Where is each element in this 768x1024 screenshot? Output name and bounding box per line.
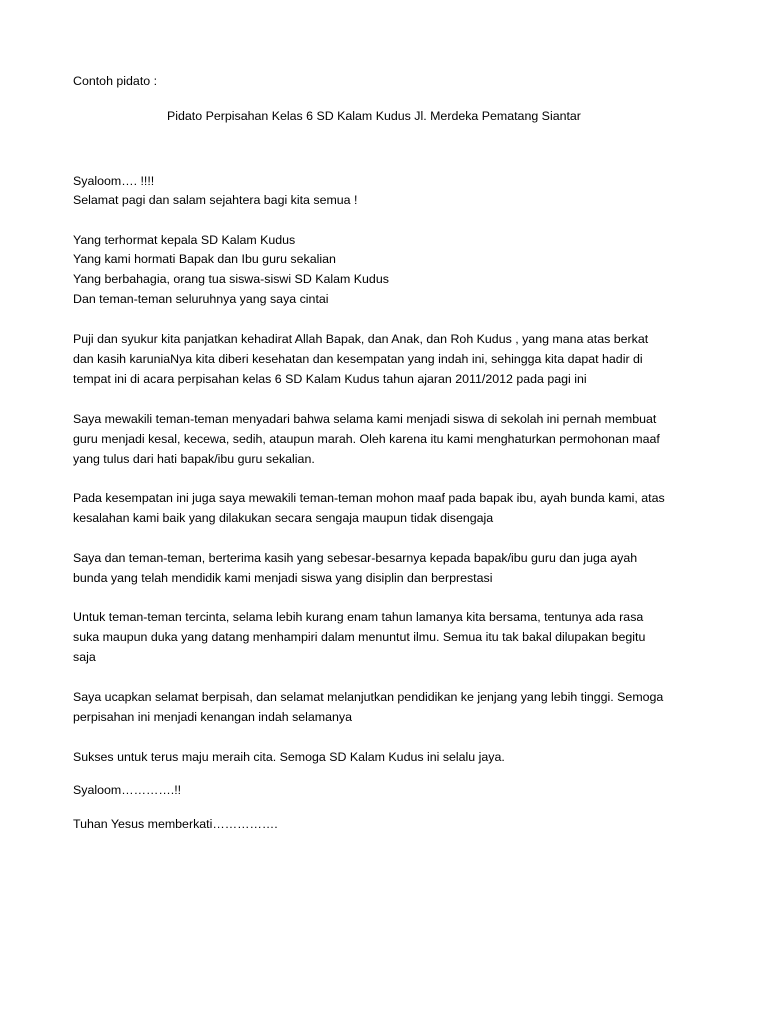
- salutation-line: Dan teman-teman seluruhnya yang saya cintai: [73, 292, 329, 306]
- paragraph-line: tempat ini di acara perpisahan kelas 6 SD Kalam Kudus tahun ajaran 2011/2012 pada pagi ini: [73, 372, 587, 386]
- paragraph-line: Saya dan teman-teman, berterima kasih yang sebesar-besarnya kepada bapak/ibu guru dan juga ayah: [73, 551, 638, 565]
- salutation-line: Yang kami hormati Bapak dan Ibu guru sekalian: [73, 252, 336, 266]
- paragraph-line: dan kasih karuniaNya kita diberi kesehatan dan kesempatan yang indah ini, sehingga kita dapat hadir di: [73, 352, 643, 366]
- paragraph-line: bunda yang telah mendidik kami menjadi siswa yang disiplin dan berprestasi: [73, 571, 493, 585]
- paragraph-line: Untuk teman-teman tercinta, selama lebih kurang enam tahun lamanya kita bersama, tentunya ada rasa: [73, 610, 644, 624]
- closing-line: Tuhan Yesus memberkati…………….: [73, 817, 278, 831]
- paragraph-line: saja: [73, 650, 96, 664]
- paragraph-line: suka maupun duka yang datang menhampiri dalam menuntut ilmu. Semua itu tak bakal dilupakan begitu: [73, 630, 646, 644]
- salutation-line: Yang berbahagia, orang tua siswa-siswi SD Kalam Kudus: [73, 272, 389, 286]
- paragraph-line: yang tulus dari hati bapak/ibu guru sekalian.: [73, 452, 315, 466]
- closing-line: Sukses untuk terus maju meraih cita. Semoga SD Kalam Kudus ini selalu jaya.: [73, 750, 505, 764]
- paragraph-line: Saya ucapkan selamat berpisah, dan selamat melanjutkan pendidikan ke jenjang yang lebih tinggi. Semoga: [73, 690, 664, 704]
- document-heading: Contoh pidato :: [73, 74, 158, 88]
- paragraph-line: Pada kesempatan ini juga saya mewakili teman-teman mohon maaf pada bapak ibu, ayah bunda kami, atas: [73, 491, 665, 505]
- paragraph-line: Puji dan syukur kita panjatkan kehadirat Allah Bapak, dan Anak, dan Roh Kudus , yang mana atas berkat: [73, 332, 649, 346]
- speech-title: Pidato Perpisahan Kelas 6 SD Kalam Kudus Jl. Merdeka Pematang Siantar: [167, 109, 581, 123]
- paragraph-line: Saya mewakili teman-teman menyadari bahwa selama kami menjadi siswa di sekolah ini pernah membuat: [73, 412, 657, 426]
- closing-line: Syaloom………….!!: [73, 783, 182, 797]
- paragraph-line: guru menjadi kesal, kecewa, sedih, ataupun marah. Oleh karena itu kami menghaturkan permohonan maaf: [73, 432, 660, 446]
- paragraph-line: kesalahan kami baik yang dilakukan secara sengaja maupun tidak disengaja: [73, 511, 494, 525]
- greeting-line: Selamat pagi dan salam sejahtera bagi kita semua !: [73, 193, 358, 207]
- salutation-line: Yang terhormat kepala SD Kalam Kudus: [73, 233, 296, 247]
- greeting-line: Syaloom…. !!!!: [73, 174, 155, 188]
- paragraph-line: perpisahan ini menjadi kenangan indah selamanya: [73, 710, 352, 724]
